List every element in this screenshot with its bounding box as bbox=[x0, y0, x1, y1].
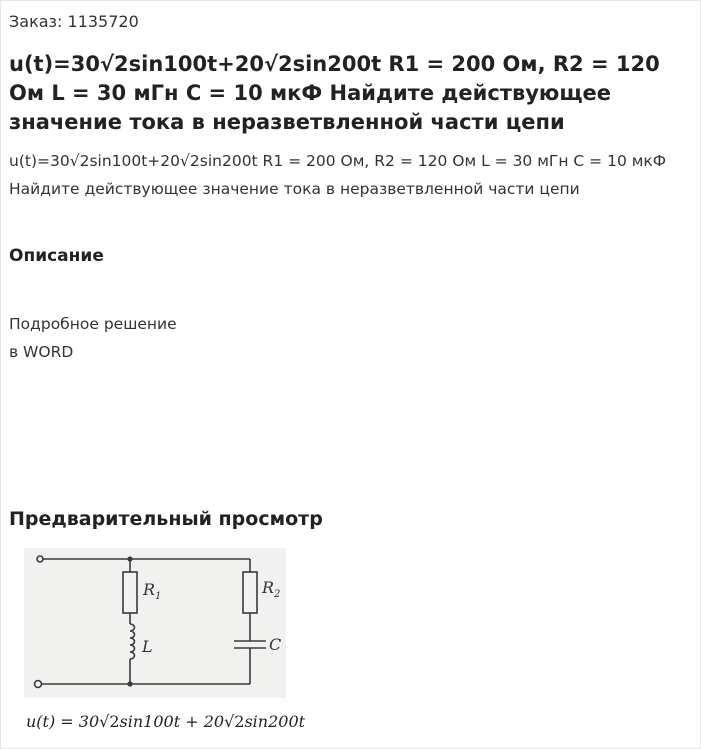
resistor-r1 bbox=[123, 572, 137, 613]
terminal-top bbox=[37, 556, 43, 562]
task-description: u(t)=30√2sin100t+20√2sin200t R1 = 200 Ом, R2 = 120 Ом L = 30 мГн C = 10 мкФ Найдите действующее значение тока в неразветвленной части цепи bbox=[9, 152, 667, 198]
junction-top bbox=[127, 556, 132, 561]
inductor-l bbox=[130, 624, 135, 659]
description-line-2: в WORD bbox=[9, 343, 74, 361]
label-r1: $R_1$ bbox=[143, 580, 162, 602]
order-number: Заказ: 1135720 bbox=[9, 12, 139, 31]
label-l: L bbox=[142, 637, 153, 656]
description-text bbox=[9, 310, 409, 366]
circuit-preview-image bbox=[24, 548, 286, 698]
junction-bottom bbox=[127, 681, 132, 686]
terminal-bottom bbox=[35, 681, 42, 688]
page-title: u(t)=30√2sin100t+20√2sin200t R1 = 200 Ом, R2 = 120 Ом L = 30 мГн C = 10 мкФ Найдите действующее значение тока в неразветвленной части цепи bbox=[9, 52, 660, 134]
circuit-diagram bbox=[24, 548, 286, 698]
preview-heading: Предварительный просмотр bbox=[9, 508, 323, 530]
voltage-formula: u(t) = 30√2sin100t + 20√2sin200t bbox=[26, 712, 306, 731]
label-c: C bbox=[269, 635, 282, 654]
description-line-1: Подробное решение bbox=[9, 315, 177, 333]
label-r2: $R_2$ bbox=[262, 578, 281, 600]
description-heading: Описание bbox=[9, 246, 104, 266]
resistor-r2 bbox=[243, 572, 257, 613]
